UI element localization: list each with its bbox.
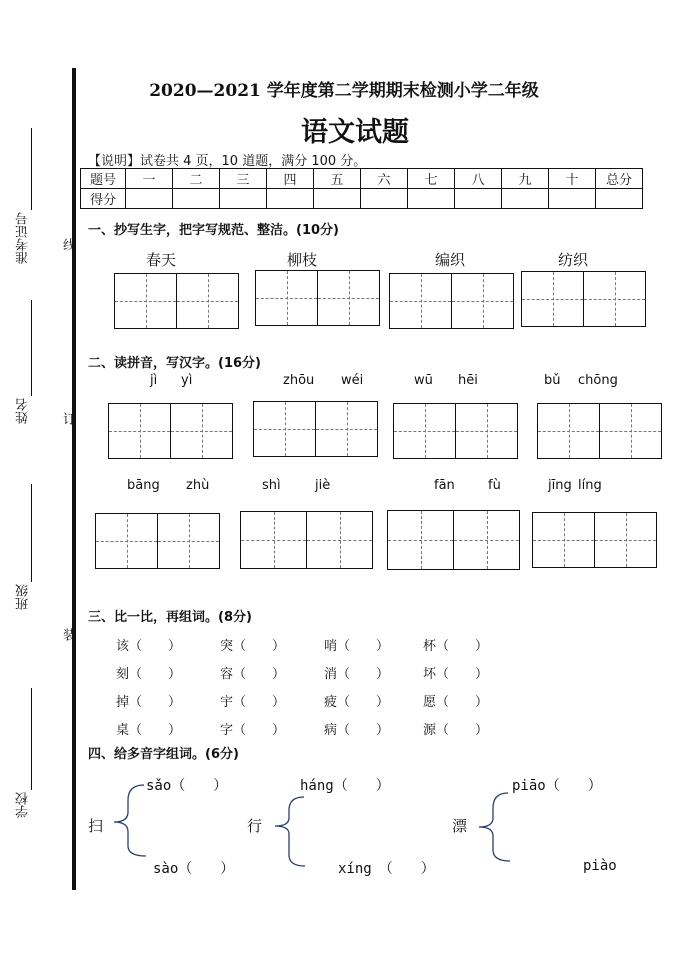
pinyin: zhù <box>186 478 210 493</box>
q1-word: 柳枝 <box>286 251 317 269</box>
exam-note: 【说明】试卷共 4 页，10 道题，满分 100 分。 <box>88 154 367 169</box>
score-header-cell: 题号 <box>81 169 126 189</box>
exam-title: 2020—2021 学年度第二学期期末检测小学二年级 <box>149 81 539 101</box>
q3-item[interactable]: 疲（ ） <box>324 695 390 710</box>
q4-heading: 四、给多音字组词。(6分) <box>88 747 239 762</box>
polyphone-char: 行 <box>247 817 263 835</box>
school-label: 学校 <box>16 792 31 818</box>
brace-hang <box>275 797 305 866</box>
pinyin: líng <box>578 478 602 493</box>
pinyin: jīng <box>548 478 572 493</box>
binding-mark-line: 线 <box>60 238 75 251</box>
class-label: 班级 <box>16 584 31 610</box>
pinyin: jì <box>150 373 158 388</box>
q3-item[interactable]: 该（ ） <box>116 639 182 654</box>
pinyin: wū <box>414 373 433 388</box>
pinyin: yì <box>181 373 193 388</box>
q3-item[interactable]: 宇（ ） <box>220 695 286 710</box>
q3-item[interactable]: 消（ ） <box>324 667 390 682</box>
pinyin: jiè <box>315 478 331 493</box>
q3-item[interactable]: 源（ ） <box>423 723 489 738</box>
q3-item[interactable]: 突（ ） <box>220 639 286 654</box>
pinyin: zhōu <box>283 373 315 388</box>
q1-word: 纺织 <box>557 251 588 269</box>
score-row-label: 得分 <box>81 189 126 209</box>
score-header-cell: 一 <box>126 169 173 189</box>
binding-mark-ding: 订 <box>60 412 75 425</box>
binding-mark-zhuang: 装 <box>60 628 75 641</box>
score-header-cell: 五 <box>314 169 361 189</box>
score-header-cell: 九 <box>502 169 549 189</box>
brace-sao <box>114 785 146 856</box>
pinyin: bāng <box>127 478 160 493</box>
score-header-cell: 四 <box>267 169 314 189</box>
q3-item[interactable]: 病（ ） <box>324 723 390 738</box>
q1-heading: 一、抄写生字，把字写规范、整洁。(10分) <box>88 223 339 238</box>
q3-item[interactable]: 刻（ ） <box>116 667 182 682</box>
pinyin: fù <box>488 478 501 493</box>
score-header-cell: 八 <box>455 169 502 189</box>
q3-item[interactable]: 愿（ ） <box>423 695 489 710</box>
name-label: 姓名 <box>16 398 31 424</box>
score-header-cell: 七 <box>408 169 455 189</box>
q2-heading: 二、读拼音，写汉字。(16分) <box>88 356 261 371</box>
q1-word: 春天 <box>145 251 176 269</box>
polyphone-reading[interactable]: sào（ ） <box>153 861 235 877</box>
q1-word: 编织 <box>434 251 465 269</box>
q3-item[interactable]: 哨（ ） <box>324 639 390 654</box>
score-header-cell: 三 <box>220 169 267 189</box>
polyphone-reading[interactable]: xíng （ ） <box>338 861 435 877</box>
subject-title: 语文试题 <box>301 117 409 148</box>
pinyin: hēi <box>458 373 478 388</box>
pinyin: fān <box>434 478 455 493</box>
brace-piao <box>479 793 510 861</box>
exam-number-label: 准考证号 <box>16 212 31 264</box>
q3-heading: 三、比一比，再组词。(8分) <box>88 610 252 625</box>
q3-item[interactable]: 掉（ ） <box>116 695 182 710</box>
score-header-cell: 六 <box>361 169 408 189</box>
q3-item[interactable]: 杯（ ） <box>423 639 489 654</box>
pinyin: bǔ <box>544 373 561 388</box>
q3-item[interactable]: 桌（ ） <box>116 723 182 738</box>
score-header-cell: 二 <box>173 169 220 189</box>
q3-item[interactable]: 坏（ ） <box>423 667 489 682</box>
pinyin: shì <box>262 478 281 493</box>
score-header-cell: 总分 <box>596 169 643 189</box>
polyphone-char: 扫 <box>88 817 104 835</box>
polyphone-reading[interactable]: piào <box>583 858 617 874</box>
pinyin: wéi <box>341 373 364 388</box>
score-header-cell: 十 <box>549 169 596 189</box>
pinyin: chōng <box>578 373 618 388</box>
polyphone-reading[interactable]: háng（ ） <box>300 778 390 794</box>
q3-item[interactable]: 容（ ） <box>220 667 286 682</box>
polyphone-char: 漂 <box>452 817 468 835</box>
polyphone-reading[interactable]: piāo（ ） <box>512 778 602 794</box>
polyphone-reading[interactable]: sǎo（ ） <box>146 778 228 794</box>
q3-item[interactable]: 字（ ） <box>220 723 286 738</box>
